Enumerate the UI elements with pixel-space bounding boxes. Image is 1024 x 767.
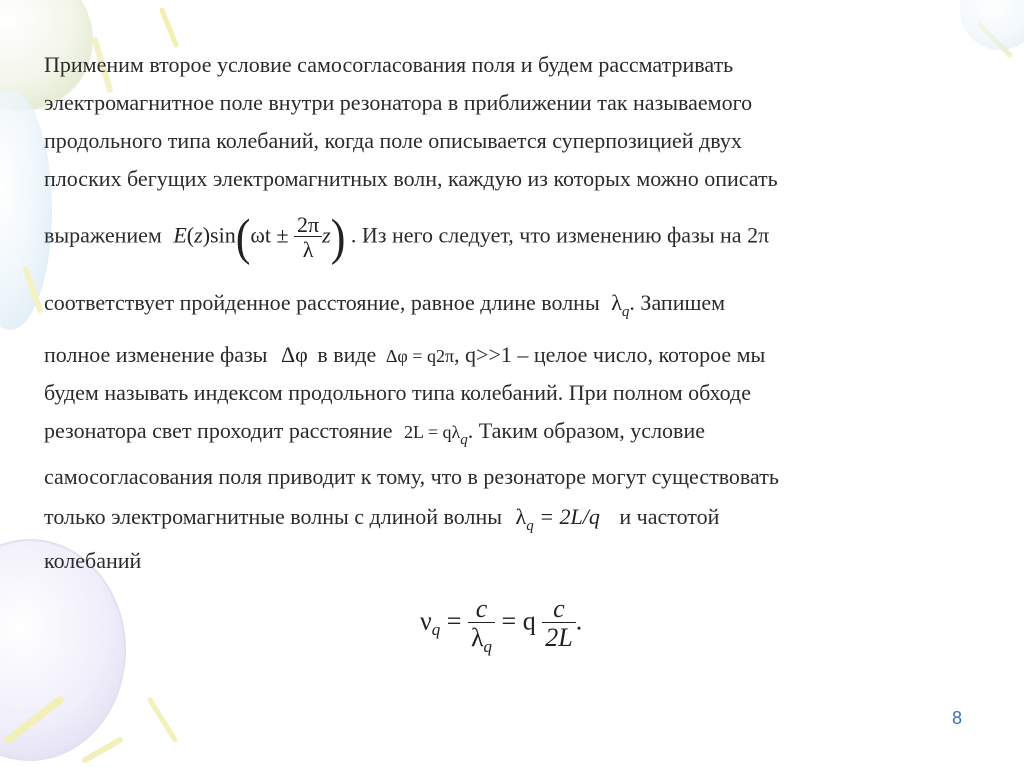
- text-segment: полное изменение фазы: [44, 342, 268, 367]
- formula-equals: =: [446, 606, 462, 636]
- distance-relation-formula: [404, 422, 468, 448]
- delta-phi-formula: Δφ: [280, 342, 308, 367]
- text-line-9: [44, 418, 705, 447]
- formula-omega-t: ωt ±: [250, 222, 289, 248]
- text-line-7: [44, 342, 765, 369]
- formula-bigparen-close: ): [330, 208, 346, 266]
- formula-lambda: λ: [611, 290, 622, 315]
- formula-subscript-q: q: [526, 518, 534, 534]
- formula-z2: z: [322, 222, 331, 248]
- fraction-numerator: c: [475, 594, 488, 623]
- text-line-6: [44, 290, 725, 319]
- formula-paren-open: (: [186, 222, 195, 248]
- text-line-11: [44, 504, 719, 533]
- formula-sin: sin: [210, 222, 236, 248]
- text-line-10: самосогласования поля приводит к тому, что в резонаторе могут существовать: [44, 464, 779, 489]
- text-segment: только электромагнитные волны с длиной волны: [44, 504, 503, 529]
- formula-E: E: [173, 222, 187, 248]
- text-segment: в виде: [317, 342, 377, 367]
- text-line-8: будем называть индексом продольного типа колебаний. При полном обходе: [44, 380, 751, 405]
- frequency-formula: [420, 594, 583, 656]
- fraction-denominator: λ: [294, 236, 322, 261]
- formula-z: z: [194, 222, 203, 248]
- lambda-q-formula: [611, 290, 630, 320]
- text-segment: , q>>1 – целое число, которое мы: [454, 342, 766, 367]
- text-segment: . Запишем: [629, 290, 726, 315]
- text-segment: выражением: [44, 222, 162, 248]
- phase-relation-formula: Δφ = q2π: [385, 346, 455, 366]
- text-segment: . Таким образом, условие: [467, 418, 705, 443]
- frequency-fraction-1: [468, 594, 495, 656]
- text-line-4: плоских бегущих электромагнитных волн, каждую из которых можно описать: [44, 166, 778, 191]
- fraction-denominator: 2L: [542, 622, 575, 651]
- text-segment: и частотой: [619, 504, 720, 529]
- page-number: 8: [952, 708, 963, 728]
- wavelength-relation-formula: [515, 504, 600, 534]
- wave-expression-formula: [173, 208, 346, 266]
- formula-fraction: [294, 214, 322, 261]
- formula-subscript-q: q: [431, 620, 441, 640]
- fraction-numerator: c: [553, 594, 565, 623]
- text-segment: резонатора свет проходит расстояние: [44, 418, 393, 443]
- formula-bigparen-open: (: [235, 208, 251, 266]
- fraction-numerator: 2π: [297, 212, 320, 237]
- formula-subscript-q: q: [621, 304, 630, 320]
- text-line-3: продольного типа колебаний, когда поле описывается суперпозицией двух: [44, 128, 742, 153]
- text-segment: . Из него следует, что изменению фазы на 2π: [350, 222, 770, 248]
- fraction-denominator: [468, 622, 495, 656]
- formula-distance: 2L = qλ: [404, 422, 461, 442]
- text-segment: соответствует пройденное расстояние, равное длине волны: [44, 290, 600, 315]
- text-line-2: электромагнитное поле внутри резонатора в приближении так называемого: [44, 90, 753, 115]
- formula-lambda: λ: [470, 623, 484, 652]
- text-line-12: колебаний: [44, 548, 142, 573]
- formula-equals-q: = q: [501, 606, 536, 636]
- formula-paren-close: ): [202, 222, 211, 248]
- formula-dot: .: [575, 606, 583, 636]
- formula-subscript-q: q: [483, 637, 493, 656]
- text-line-1: Применим второе условие самосогласования поля и будем рассматривать: [44, 52, 734, 77]
- formula-rhs: = 2L/q: [539, 504, 600, 529]
- frequency-fraction-2: [542, 596, 575, 651]
- formula-lambda: λ: [515, 504, 527, 529]
- formula-nu: ν: [420, 606, 432, 636]
- formula-subscript-q: q: [460, 432, 468, 448]
- text-line-5: [44, 208, 770, 266]
